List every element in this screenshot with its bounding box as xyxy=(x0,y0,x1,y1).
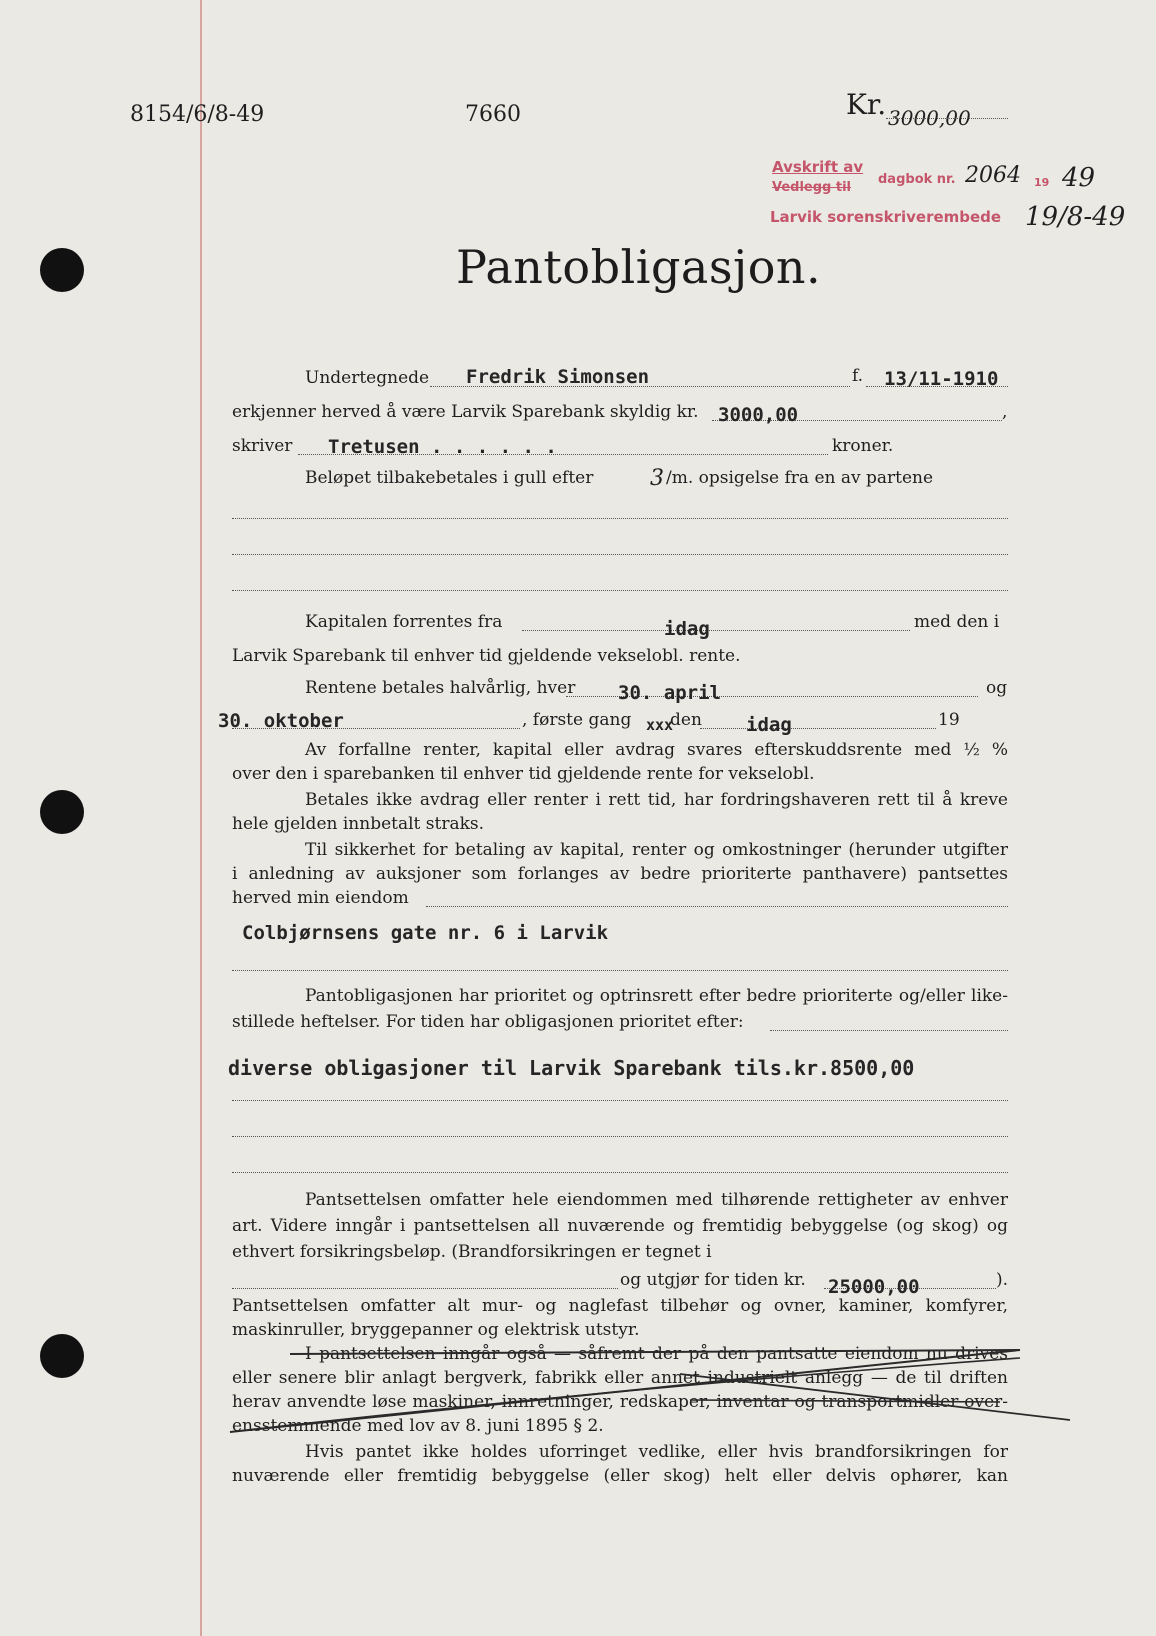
blank-dotted-line xyxy=(232,554,1008,555)
tilbehor-text-2: maskinruller, bryggepanner og elektrisk utstyr. xyxy=(232,1320,640,1340)
hele-gjelden-text: hele gjelden innbetalt straks. xyxy=(232,814,485,834)
property-address: Colbjørnsens gate nr. 6 i Larvik xyxy=(242,922,609,944)
anledning-text: i anledning av auksjoner som forlanges av bedre prioriterte panthavere) pantsettes xyxy=(232,864,1008,884)
struck-text-4: ensstemmende med lov av 8. juni 1895 § 2. xyxy=(232,1416,604,1436)
debtor-name: Fredrik Simonsen xyxy=(466,366,650,388)
document-number: 7660 xyxy=(465,102,521,127)
notice-months: 3 xyxy=(650,466,664,491)
date2-dotted-line xyxy=(232,728,520,729)
interest-date-1: 30. april xyxy=(618,682,721,704)
rentene-text: Rentene betales halvårlig, hver xyxy=(305,678,576,698)
den-text: den xyxy=(670,710,702,730)
herved-text: herved min eiendom xyxy=(232,888,409,908)
prioritet-dotted-line xyxy=(770,1030,1008,1031)
betales-ikke-text: Betales ikke avdrag eller renter i rett tid, har fordringshaveren rett til å kreve xyxy=(305,790,1008,810)
registration-date: 19/8-49 xyxy=(1025,202,1126,232)
year-prefix: 19 xyxy=(938,710,960,730)
margin-rule xyxy=(200,0,202,1636)
hvis-text-2: nuværende eller fremtidig bebyggelse (eller skog) helt eller delvis ophører, kan xyxy=(232,1466,1008,1486)
reference-number: 8154/6/8-49 xyxy=(130,102,265,127)
kroner-label: kroner. xyxy=(832,436,894,456)
belopet-end-text: /m. opsigelse fra en av partene xyxy=(666,468,934,488)
kapitalen-end-text: med den i xyxy=(914,612,1000,632)
punch-hole xyxy=(40,248,84,292)
prioritet-text-2: stillede heftelser. For tiden har obligasjonen prioritet efter: xyxy=(232,1012,744,1032)
undertegnede-label: Undertegnede xyxy=(305,368,430,388)
blank-dotted-line xyxy=(232,1136,1008,1137)
kapitalen-text: Kapitalen forrentes fra xyxy=(305,612,503,632)
forfallne-text: Av forfallne renter, kapital eller avdrag svares efterskuddsrente med ½ % xyxy=(305,740,1008,760)
erkjenner-text: erkjenner herved å være Larvik Sparebank skyldig kr. xyxy=(232,402,699,422)
og-text: og xyxy=(986,678,1008,698)
stamp-year-prefix: 19 xyxy=(1034,176,1050,189)
omfatter-text-2: art. Videre inngår i pantsettelsen all nuværende og fremtidig bebyggelse (og skog) og xyxy=(232,1216,1008,1236)
interest-from-date: idag xyxy=(664,618,710,640)
birth-label: f. xyxy=(852,366,864,386)
prior-debts: diverse obligasjoner til Larvik Sparebank tils.kr.8500,00 xyxy=(228,1056,915,1080)
debt-amount: 3000,00 xyxy=(718,404,799,426)
struck-text-3: herav anvendte løse maskiner, innretninger, redskaper, inventar og transportmidler over- xyxy=(232,1392,1008,1412)
journal-number: 2064 xyxy=(965,163,1021,188)
omfatter-text-3: ethvert forsikringsbeløp. (Brandforsikringen er tegnet i xyxy=(232,1242,712,1262)
herved-dotted-line xyxy=(426,906,1008,907)
blank-dotted-line xyxy=(232,1100,1008,1101)
interest-date-2: 30. oktober xyxy=(218,710,344,732)
belopet-text: Beløpet tilbakebetales i gull efter xyxy=(305,468,594,488)
forste-gang-text: , første gang xyxy=(522,710,632,730)
struck-marker: xxx xyxy=(646,716,674,734)
punch-hole xyxy=(40,1334,84,1378)
skriver-label: skriver xyxy=(232,436,293,456)
punch-hole xyxy=(40,790,84,834)
comma: , xyxy=(1002,402,1008,422)
kr-amount: 3000,00 xyxy=(888,106,971,130)
larvik-rate-text: Larvik Sparebank til enhver tid gjeldende vekselobl. rente. xyxy=(232,646,741,666)
over-den-text: over den i sparebanken til enhver tid gjeldende rente for vekselobl. xyxy=(232,764,815,784)
blank-dotted-line xyxy=(232,1172,1008,1173)
close-paren: ). xyxy=(996,1270,1009,1290)
page-title: Pantobligasjon. xyxy=(456,240,822,294)
hvis-text-1: Hvis pantet ikke holdes uforringet vedlike, eller hvis brandforsikringen for xyxy=(305,1442,1008,1462)
sikkerhet-text: Til sikkerhet for betaling av kapital, renter og omkostninger (herunder utgifter xyxy=(305,840,1008,860)
first-payment-date: idag xyxy=(746,714,792,736)
blank-dotted-line xyxy=(232,970,1008,971)
blank-dotted-line xyxy=(232,518,1008,519)
prioritet-text-1: Pantobligasjonen har prioritet og optrinsrett efter bedre prioriterte og/eller like- xyxy=(305,986,1008,1006)
insurance-amount: 25000,00 xyxy=(828,1276,920,1298)
omfatter-text-1: Pantsettelsen omfatter hele eiendommen med tilhørende rettigheter av enhver xyxy=(305,1190,1008,1210)
stamp-line1: Avskrift av xyxy=(772,158,864,176)
birth-date: 13/11-1910 xyxy=(884,368,999,390)
first-time-dotted-line xyxy=(700,728,936,729)
utgjor-text: og utgjør for tiden kr. xyxy=(620,1270,806,1290)
journal-year: 49 xyxy=(1062,163,1096,193)
blank-dotted-line xyxy=(232,590,1008,591)
stamp-dagbok: dagbok nr. xyxy=(878,172,956,187)
struck-text-2: eller senere blir anlagt bergverk, fabrikk eller annet industrielt anlegg — de til driften xyxy=(232,1368,1008,1388)
strike-through-lines xyxy=(220,1340,1080,1450)
tilbehor-text-1: Pantsettelsen omfatter alt mur- og naglefast tilbehør og ovner, kaminer, komfyrer, xyxy=(232,1296,1008,1316)
stamp-line2: Vedlegg til xyxy=(772,180,852,195)
kr-label: Kr. xyxy=(846,88,887,121)
from-date-dotted-line xyxy=(522,630,910,631)
stamp-line3: Larvik sorenskriverembede xyxy=(770,208,1002,226)
amount-in-words: Tretusen . . . . . . xyxy=(328,436,557,458)
struck-text-1: I pantsettelsen inngår også — såfremt der på den pantsatte eiendom nu drives xyxy=(305,1344,1008,1364)
kr-dotted-line xyxy=(886,118,1008,119)
insurer-dotted-line xyxy=(232,1288,618,1289)
